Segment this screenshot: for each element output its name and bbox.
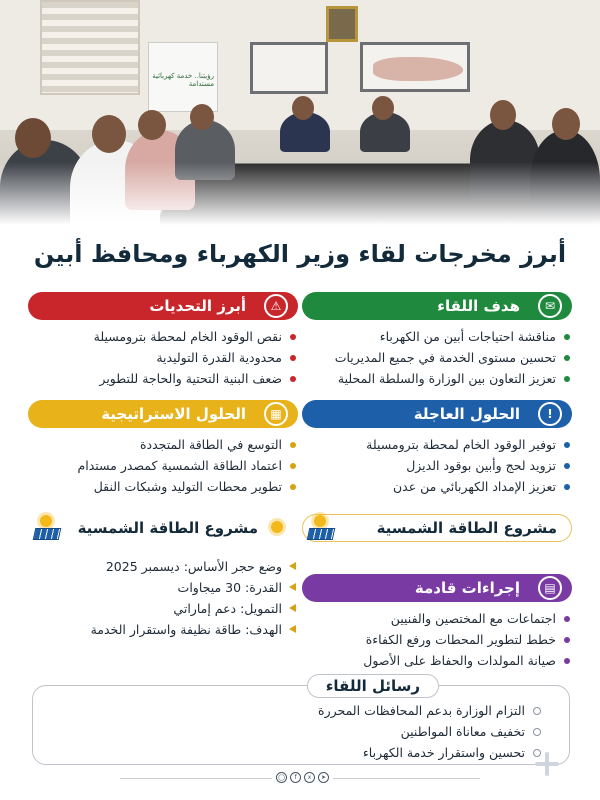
list-item: صيانة المولدات والحفاظ على الأصول [302, 650, 572, 671]
photo-banner-text: رؤيتنا.. خدمة كهربائية مستدامة [152, 72, 214, 88]
photo-person-head [15, 118, 51, 158]
sparkle-icon [535, 752, 559, 776]
hand-alert-icon: ! [538, 402, 562, 426]
photo-person-head [372, 96, 394, 120]
list-item: تعزيز الإمداد الكهربائي من عدن [302, 476, 572, 497]
card-solar-left-title: مشروع الطاقة الشمسية [77, 519, 258, 537]
list-item: تخفيف معاناة المواطنين [318, 721, 541, 742]
meeting-board-icon: ▤ [538, 576, 562, 600]
card-goal-header [302, 292, 572, 320]
photo-person-head [138, 110, 166, 140]
list-item: الهدف: طاقة نظيفة واستقرار الخدمة [28, 619, 298, 640]
list-item: تطوير محطات التوليد وشبكات النقل [28, 476, 298, 497]
list-item: التوسع في الطاقة المتجددة [28, 434, 298, 455]
list-item: القدرة: 30 ميجاوات [28, 577, 298, 598]
list-item: اجتماعات مع المختصين والفنيين [302, 608, 572, 629]
panel-shape [307, 528, 336, 540]
list-item: التزام الوزارة بدعم المحافظات المحررة [318, 700, 541, 721]
photo-person-head [490, 100, 516, 130]
card-solar-right-header [302, 514, 572, 542]
list-item: نقص الوقود الخام لمحطة بترومسيلة [28, 326, 298, 347]
card-challenges-title: أبرز التحديات [149, 297, 246, 315]
card-upcoming [302, 574, 572, 671]
messages-box [32, 677, 570, 765]
photo-person-head [92, 115, 126, 153]
sun-shape [40, 515, 52, 527]
list-item: تزويد لحج وأبين بوقود الديزل [302, 455, 572, 476]
card-strategic-list [28, 434, 298, 497]
photo-person-head [292, 96, 314, 120]
card-challenges-header [28, 292, 298, 320]
social-icons [272, 772, 333, 783]
list-item: توفير الوقود الخام لمحطة بترومسيلة [302, 434, 572, 455]
photo-person-head [552, 108, 580, 140]
list-item: تحسين واستقرار خدمة الكهرباء [318, 742, 541, 763]
list-item: تحسين مستوى الخدمة في جميع المديريات [302, 347, 572, 368]
page-title: أبرز مخرجات لقاء وزير الكهرباء ومحافظ أبين [33, 240, 567, 268]
card-solar-left-list [28, 556, 298, 640]
twitter-icon[interactable]: x [304, 772, 315, 783]
card-solar-right [302, 514, 572, 542]
card-solar-right-title: مشروع الطاقة الشمسية [376, 519, 557, 537]
card-solar-left-header [28, 514, 298, 542]
photo-fade [0, 162, 600, 232]
sun-icon [264, 515, 290, 541]
panel-shape [33, 528, 62, 540]
photo-portrait [326, 6, 358, 42]
card-challenges-list [28, 326, 298, 389]
list-item: التمويل: دعم إماراتي [28, 598, 298, 619]
card-goal-title: هدف اللقاء [437, 297, 520, 315]
card-upcoming-list [302, 608, 572, 671]
list-item: مناقشة احتياجات أبين من الكهرباء [302, 326, 572, 347]
sun-shape [271, 521, 283, 533]
meeting-photo [0, 0, 600, 232]
photo-map-land [373, 57, 463, 81]
sun-shape [314, 515, 326, 527]
blueprint-icon: ▦ [264, 402, 288, 426]
messages-list [318, 700, 541, 763]
solar-panel-icon [34, 515, 60, 541]
card-upcoming-title: إجراءات قادمة [414, 579, 520, 597]
card-urgent-title: الحلول العاجلة [413, 405, 520, 423]
card-strategic-header [28, 400, 298, 428]
card-urgent-list [302, 434, 572, 497]
photo-person-head [190, 104, 214, 130]
card-strategic [28, 400, 298, 497]
chat-bubbles-icon: ✉ [538, 294, 562, 318]
card-upcoming-header [302, 574, 572, 602]
solar-panel-icon [308, 515, 334, 541]
card-goal-list [302, 326, 572, 389]
list-item: اعتماد الطاقة الشمسية كمصدر مستدام [28, 455, 298, 476]
card-urgent-header [302, 400, 572, 428]
instagram-icon[interactable]: ◯ [276, 772, 287, 783]
card-goal [302, 292, 572, 389]
card-solar-left [28, 514, 298, 640]
list-item: ضعف البنية التحتية والحاجة للتطوير [28, 368, 298, 389]
photo-map-left [250, 42, 328, 94]
warning-icon: ⚠ [264, 294, 288, 318]
list-item: محدودية القدرة التوليدية [28, 347, 298, 368]
card-urgent [302, 400, 572, 497]
messages-title: رسائل اللقاء [307, 674, 439, 698]
list-item: تعزيز التعاون بين الوزارة والسلطة المحلية [302, 368, 572, 389]
list-item: خطط لتطوير المحطات ورفع الكفاءة [302, 629, 572, 650]
card-challenges [28, 292, 298, 389]
photo-map-right [360, 42, 470, 92]
photo-window-blind [40, 0, 140, 95]
card-strategic-title: الحلول الاستراتيجية [101, 405, 246, 423]
list-item: وضع حجر الأساس: ديسمبر 2025 [28, 556, 298, 577]
facebook-icon[interactable]: f [290, 772, 301, 783]
telegram-icon[interactable]: ➤ [318, 772, 329, 783]
